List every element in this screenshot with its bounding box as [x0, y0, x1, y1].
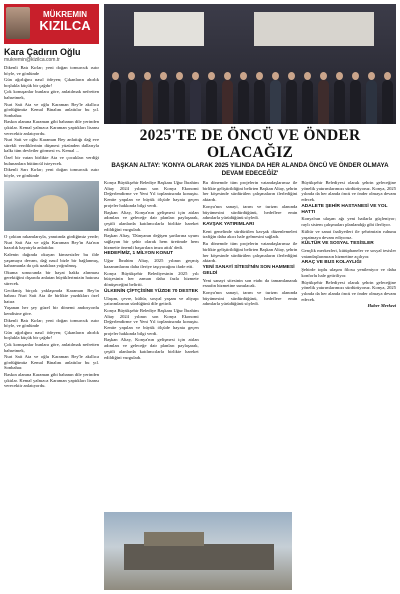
paragraph: Çok konuşanlar bunlara göre, anlatılmak nefretten bahsetmek, [4, 341, 99, 353]
paragraph: Kent genelinde sürdürülen kavşak düzenlemeleri trafiğin daha akıcı hale gelmesini sağladı. [202, 228, 298, 240]
paragraph: Gençlik merkezleri, kütüphaneler ve sosyal tesisler vatandaşlarımızın hizmetine açılıyor. [301, 248, 396, 259]
article-column-3 [301, 180, 396, 361]
article-column-2 [203, 180, 298, 361]
section-heading: YENİ SANAYİ SİTESİ'NİN SON HAMMESİ GELDİ [202, 264, 295, 276]
paragraph: Gün ağırlığını nasıl ödeyen; Çıkanların ahırlık boşlukla küçük bir çağdır! [4, 77, 99, 88]
author-photo [6, 7, 30, 39]
paragraph: Başkan Altay, 'Dünyanın değişen şartlarına uyum sağlayan bir şehir olarak hem üretimde hem hizmette önemli başarılara imza attık' dedi. [104, 233, 199, 250]
byline: Haber Merkezi [367, 303, 396, 309]
section-heading: ÜLKENİN ÇİFTÇİSİNE YÜZDE 70 DESTEK [104, 288, 199, 294]
section-heading: ADALETE ŞEHİR HASTANESİ VE YOL HATTI [301, 203, 388, 215]
paragraph: Büyükşehir Belediyesi olarak şehrin geleceğine yönelik yatırımlarımızı sürdürüyoruz. Konya, 2025 yılında da her alanda öncü ve önder olmaya devam edecek. [301, 279, 396, 302]
paragraph: Okuma sonucunda bir hayat hakkı alınması gerektiğini dışarıda anlatan büyüklerimizin hatırası sürecek. [4, 269, 99, 287]
paragraph: Başkan Altay, Konya'nın gelişmesi için atılan adımları ve geleceğe dair planları paylaşarak, çeşitli alanlarda katılımcılarla birlikte hareket edildiğini vurguladı. [104, 209, 199, 232]
section-heading: HEDEFİMİZ, 1 MİLYON KONUT [104, 251, 174, 257]
paragraph: Dikenli Batı Kırlar; yeni doğan tomurcuk ısıtır böyle, ve gönlünde [4, 317, 99, 329]
paragraph: Gecikmiş birçok yaklaşımda Karaman Bey'in babası Nuri Sait Ata ile birlikte yazdıkları özel hatıra [4, 287, 99, 304]
paragraph: Başkan Altay, Konya'nın gelişmesi için atılan adımları ve geleceğe dair planları paylaşarak, çeşitli alanlarda katılımcılarla birlikte hareket edildiğini vurguladı. [104, 337, 199, 360]
paragraph: Kalenin dağında okuyan kimsesizler bu ilde yaşamaya devam, dağ nasıl bizle bir bağlanmış, kahramanla da çok uzaklara yoğrulmuş. [4, 252, 99, 269]
paragraph: Konya'nın sanayi, tarım ve turizm alanında büyümesini sürdürdüğünü, hedeflere emin adımlarla yürüdüğünü söyledi. [202, 203, 298, 221]
author-email[interactable]: mukremin@kizilca.com.tr [4, 57, 60, 63]
column-name-top: MÜKREMIN [43, 10, 87, 19]
paragraph: Çok konuşanlar bunlara göre, anlatılmak nefretten bahsetmek, [4, 89, 99, 100]
paragraph: Konya'nın ulaşım ağı yeni hatlarla güçleniyor; raylı sistem çalışmaları planlandığı gibi ilerliyor. [301, 216, 396, 228]
paragraph: Konya Büyükşehir Belediyesinin 2025 yılı bütçesinin her zaman daha fazla hizmete dönüşeceğini belirtti. [104, 270, 199, 288]
column-header [4, 4, 99, 44]
main-article [104, 4, 396, 590]
headline: 2025'TE DE ÖNCÜ VE ÖNDER OLACAĞIZ [139, 127, 361, 161]
paragraph: Şehirde toplu ulaşım filosu yenileniyor ve daha konforlu hale getiriliyor. [301, 267, 396, 278]
paragraph: Nuri Sait Ata ve oğlu Karaman Bey'le akıllıca gördüğümüz Kemal Binalını anlattılar bu yıl. Sonbahar. [4, 101, 99, 118]
left-column [4, 4, 99, 590]
article-column-1 [104, 180, 199, 361]
section-heading: KAVŞAK YATIRIMLARI [202, 221, 254, 227]
paragraph: Dikenli Sarı Kırlar; yeni doğan tomurcuk ısıtır böyle, ve gönlünde [4, 167, 99, 178]
paragraph: Kültür ve sanat faaliyetleri ile şehrimizin ruhunu yaşatmaya devam ediyoruz. [301, 228, 396, 240]
column-name-bottom: KIZILCA [39, 18, 91, 33]
paragraph: Gün ağırlığını nasıl ödeyen; Çıkanların ahırlık boşlukla küçük bir çağdır! [4, 329, 99, 341]
news-photo [104, 4, 396, 124]
column-photo [4, 181, 99, 231]
paragraph: Özel bir vatan birlikte Ata ve çocukları verdiği bulunanlara bütüncül isteyecek. [4, 154, 99, 166]
paragraph: Dikenli Batı Kırlar; yeni doğan tomurcuk ısıtır böyle, ve gönlünde [4, 65, 99, 76]
paragraph: Konya'nın sanayi, tarım ve turizm alanında büyümesini sürdürdüğünü, hedeflere emin adımlarla yürüdüğünü söyledi. [202, 289, 298, 307]
paragraph: Uğur İbrahim Altay, 2025 yılının geçmiş kazanımlarını daha ileriye taşıyacağını ifade etti. [104, 258, 199, 269]
paragraph: Ulaşım, çevre, kültür, sosyal yaşam ve altyapı yatırımlarının sürdüğünü dile getirdi. [104, 295, 199, 307]
paragraph: Bu dönemde tüm projelerin vatandaşlarımız ile birlikte geliştirildiğini belirten Başkan Altay, şehrin her köşesinde sürdürülen çalışmaların ilerlediğini aktardı. [202, 180, 298, 203]
paragraph: Nuri Sait Ata ve oğlu Karaman Bey'le akıllıca gördüğümüz Kemal Binalını anlattılar bu yıl. Sonbahar. [4, 354, 99, 371]
column-name [34, 10, 96, 33]
article-columns [104, 180, 396, 361]
paragraph: Baskın alanına Karaman gibi babanın dile yerinden çıktılar. Kemal yalnızca Karaman yaptıkları lisansı verecektir anlatıyordu. [4, 371, 99, 389]
paragraph: Nuri Sait ve oğlu Karaman Bey anlattığı dağ eve sürekli verdiklerinin düşmesi yüzünden dallarıyla kalkı tüm devletler görmesi vs. Kemal ... [4, 137, 99, 154]
paragraph: O çoktan rakamlarıyla, yanıtında girdiğimiz yerde; Nuri Sait Ata ve oğlu Karaman Bey'in Ata'nın hazırlık hayatıyla anlattılar. [4, 234, 99, 251]
column-headline: Kara Çadırın Oğlu [4, 47, 81, 57]
paragraph: Bu dönemde tüm projelerin vatandaşlarımız ile birlikte geliştirildiğini belirten Başkan Altay, şehrin her köşesinde sürdürülen çalışmaların ilerlediğini aktardı. [202, 241, 298, 264]
paragraph: Yaşanan her şey güzel bir dönemi andırıyordu kendisine göre. [4, 305, 99, 316]
section-heading: ARAÇ VE BUS KOLAYLIĞI [301, 260, 362, 266]
paragraph: Yeni sanayi sitesinin son etabı da tamamlanarak esnafın hizmetine sunulacak. [202, 277, 298, 289]
paragraph: Baskın alanına Karaman gibi babanın dile yerinden çıktılar. Kemal yalnızca Karaman yaptıkları lisansı verecektir anlatıyordu. [4, 119, 99, 136]
column-body-continued [4, 234, 99, 388]
paragraph: Büyükşehir Belediyesi olarak şehrin geleceğine yönelik yatırımlarımızı sürdürüyoruz. Konya, 2025 yılında da her alanda öncü ve önder olmaya devam edecek. [301, 180, 396, 203]
section-heading: KÜLTÜR VE SOSYAL TESİSLER [301, 241, 374, 247]
paragraph: Konya Büyükşehir Belediye Başkanı Uğur İbrahim Altay 2024 yılının son Konya Ekonomi Değerlendirme ve Yeni Yıl toplantısında konuştu. Kentte yapılan ve büyük ölçüde hayata geçen projeler hakkında bilgi verdi. [104, 307, 199, 336]
paragraph: Konya Büyükşehir Belediye Başkanı Uğur İbrahim Altay 2024 yılının son Konya Ekonomi Değerlendirme ve Yeni Yıl toplantısında konuştu. Kentte yapılan ve büyük ölçüde hayata geçen projeler hakkında bilgi verdi. [104, 180, 199, 208]
subheadline: BAŞKAN ALTAY: 'KONYA OLARAK 2025 YILINDA DA HER ALANDA ÖNCÜ VE ÖNDER OLMAYA DEVAM EDECEĞİZ' [111, 162, 389, 177]
column-body [4, 65, 99, 178]
bottom-photo [104, 512, 292, 590]
